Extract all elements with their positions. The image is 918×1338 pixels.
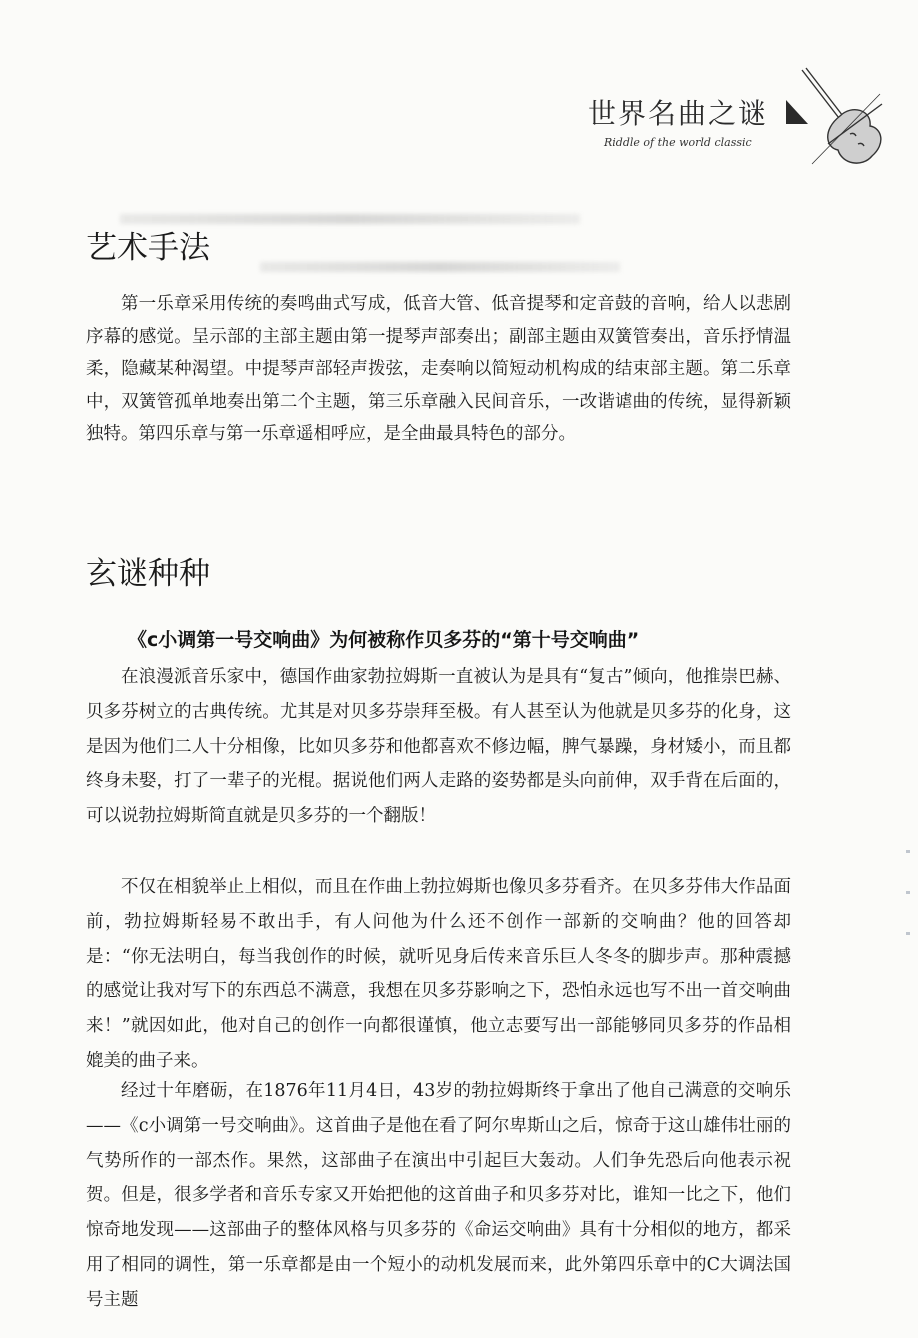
show-through-text bbox=[260, 262, 620, 272]
page-edge-marks bbox=[906, 850, 914, 1010]
body-paragraph: 不仅在相貌举止上相似，而且在作曲上勃拉姆斯也像贝多芬看齐。在贝多芬伟大作品面前，勃拉姆斯轻易不敢出手，有人问他为什么还不创作一部新的交响曲？他的回答却是：“你无法明白，每当我创作的时候，就听见身后传来音乐巨人冬冬的脚步声。那种震撼的感觉让我对写下的东西总不满意，我想在贝多芬影响之下，恐怕永远也写不出一首交响曲来！”就因如此，他对自己的创作一向都很谨慎，他立志要写出一部能够同贝多芬的作品相媲美的曲子来。 bbox=[86, 877, 791, 1071]
violin-icon bbox=[792, 64, 888, 174]
section-title: 艺术手法 bbox=[86, 230, 210, 266]
running-header-subtitle: Riddle of the world classic bbox=[604, 136, 752, 149]
running-header-title: 世界名曲之谜 bbox=[588, 97, 769, 130]
body-paragraph: 在浪漫派音乐家中，德国作曲家勃拉姆斯一直被认为是具有“复古”倾向，他推崇巴赫、贝多芬树立的古典传统。尤其是对贝多芬崇拜至极。有人甚至认为他就是贝多芬的化身，这是因为他们二人十分相像，比如贝多芬和他都喜欢不修边幅，脾气暴躁，身材矮小，而且都终身未娶，打了一辈子的光棍。据说他们两人走路的姿势都是头向前伸，双手背在后面的，可以说勃拉姆斯简直就是贝多芬的一个翻版！ bbox=[86, 667, 791, 827]
section-title: 玄谜种种 bbox=[86, 556, 210, 592]
body-paragraph: 经过十年磨砺，在1876年11月4日，43岁的勃拉姆斯终于拿出了他自己满意的交响乐——《c小调第一号交响曲》。这首曲子是他在看了阿尔卑斯山之后，惊奇于这山雄伟壮丽的气势所作的一部杰作。果然，这部曲子在演出中引起巨大轰动。人们争先恐后向他表示祝贺。但是，很多学者和音乐专家又开始把他的这首曲子和贝多芬对比，谁知一比之下，他们惊奇地发现——这部曲子的整体风格与贝多芬的《命运交响曲》具有十分相似的地方，都采用了相同的调性，第一乐章都是由一个短小的动机发展而来，此外第四乐章中的C大调法国号主题 bbox=[86, 1081, 791, 1310]
subsection-title: 《c小调第一号交响曲》为何被称作贝多芬的“第十号交响曲” bbox=[128, 629, 640, 651]
body-paragraph: 第一乐章采用传统的奏鸣曲式写成，低音大管、低音提琴和定音鼓的音响，给人以悲剧序幕的感觉。呈示部的主部主题由第一提琴声部奏出；副部主题由双簧管奏出，音乐抒情温柔，隐藏某种渴望。中提琴声部轻声拨弦，走奏响以简短动机构成的结束部主题。第二乐章中，双簧管孤单地奏出第二个主题，第三乐章融入民间音乐，一改谐谑曲的传统，显得新颖独特。第四乐章与第一乐章遥相呼应，是全曲最具特色的部分。 bbox=[86, 294, 791, 445]
